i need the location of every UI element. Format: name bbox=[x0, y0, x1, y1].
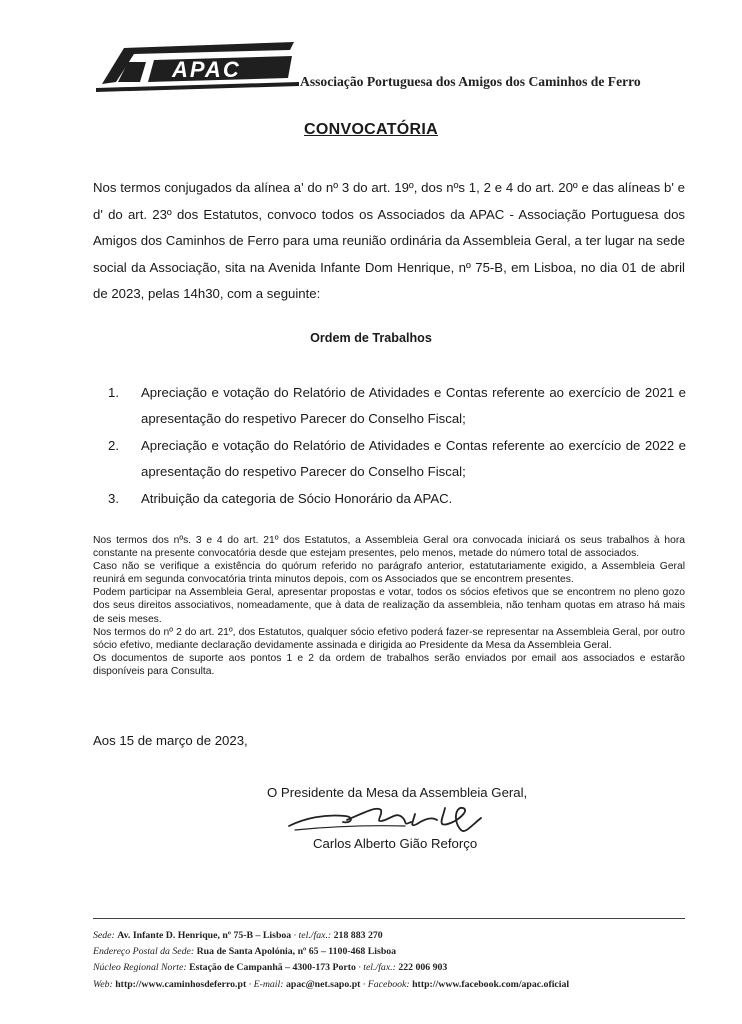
agenda-title: Ordem de Trabalhos bbox=[310, 331, 432, 345]
note-paragraph: Caso não se verifique a existência do quórum referido no parágrafo anterior, estatutariamente exigido, a Assembleia Geral reunirá em segunda convocatória trinta minutos depois, com os Associados que se encontrem presentes. bbox=[93, 561, 685, 586]
footer-facebook-label: · Facebook: bbox=[362, 978, 410, 990]
agenda-list bbox=[108, 380, 686, 513]
intro-paragraph: Nos termos conjugados da alínea a' do nº 3 do art. 19º, dos nºs 1, 2 e 4 do art. 20º e das alíneas b' e d' do art. 23º dos Estatutos, convoco todos os Associados da APAC - Associação Portuguesa dos Amigos dos Caminhos de Ferro para uma reunião ordinária da Assembleia Geral, a ter lugar na sede social da Associação, sita na Avenida Infante Dom Henrique, nº 75-B, em Lisboa, no dia 01 de abril de 2023, pelas 14h30, com a seguinte: bbox=[93, 180, 685, 301]
signatory-role: O Presidente da Mesa da Assembleia Geral, bbox=[267, 785, 528, 800]
note-paragraph: Nos termos do nº 2 do art. 21º, dos Estatutos, qualquer sócio efetivo poderá fazer-se representar na Assembleia Geral, por outro sócio efetivo, mediante declaração devidamente assinada e dirigida ao Presidente da Mesa da Assembleia Geral. bbox=[93, 626, 685, 651]
footer-email-label: · E-mail: bbox=[248, 978, 284, 990]
footer-nucleo-line bbox=[93, 960, 693, 976]
email-link[interactable]: apac@net.sapo.pt bbox=[285, 978, 361, 990]
document-title: CONVOCATÓRIA bbox=[304, 121, 438, 138]
signatory-name: Carlos Alberto Gião Reforço bbox=[313, 836, 478, 851]
footer-sede-tel-label: · tel./fax.: bbox=[293, 930, 332, 941]
footer-postal-line bbox=[93, 944, 693, 960]
note-paragraph: Os documentos de suporte aos pontos 1 e 2 da ordem de trabalhos serão enviados por email aos associados e estarão disponíveis para Consulta. bbox=[93, 652, 685, 677]
footer-web-label: Web: bbox=[93, 978, 113, 990]
agenda-item-text: Apreciação e votação do Relatório de Atividades e Contas referente ao exercício de 2022 e apresentação do respetivo Parecer do Conselho Fiscal; bbox=[141, 438, 686, 479]
association-name: Associação Portuguesa dos Amigos dos Caminhos de Ferro bbox=[300, 74, 641, 89]
agenda-item-number: 2. bbox=[108, 438, 119, 453]
footer-nucleo-tel-label: · tel./fax.: bbox=[358, 962, 396, 974]
apac-logo bbox=[94, 38, 299, 94]
date-line: Aos 15 de março de 2023, bbox=[93, 733, 248, 748]
footer-nucleo-label: Núcleo Regional Norte: bbox=[93, 962, 187, 974]
footer-postal-value: Rua de Santa Apolónia, nº 65 – 1100-468 Lisboa bbox=[196, 946, 397, 958]
agenda-item-number: 3. bbox=[108, 491, 119, 506]
footer-sede-tel-value: 218 883 270 bbox=[333, 930, 383, 941]
footer-web-line bbox=[93, 977, 693, 993]
notes-block bbox=[93, 534, 685, 678]
footer-nucleo-tel-value: 222 006 903 bbox=[398, 962, 448, 974]
footer-sede-value: Av. Infante D. Henrique, nº 75-B – Lisboa bbox=[117, 930, 292, 941]
agenda-item bbox=[108, 486, 686, 512]
website-link[interactable]: http://www.caminhosdeferro.pt bbox=[115, 978, 247, 990]
note-paragraph: Podem participar na Assembleia Geral, apresentar propostas e votar, todos os sócios efetivos que se encontrem no pleno gozo dos seus direitos associativos, nomeadamente, que à data de realização da assembleia, não tenham quotas em atraso há mais de seis meses. bbox=[93, 587, 685, 625]
agenda-item-number: 1. bbox=[108, 385, 119, 400]
footer-sede-line bbox=[93, 928, 693, 944]
facebook-link[interactable]: http://www.facebook.com/apac.oficial bbox=[412, 978, 570, 990]
footer bbox=[93, 928, 693, 993]
logo-text: APAC bbox=[172, 57, 241, 82]
note-paragraph: Nos termos dos nºs. 3 e 4 do art. 21º dos Estatutos, a Assembleia Geral ora convocada iniciará os seus trabalhos à hora constante na presente convocatória desde que estejam presentes, pelo menos, metade do número total de associados. bbox=[93, 535, 685, 560]
agenda-item bbox=[108, 433, 686, 485]
footer-divider bbox=[93, 918, 685, 919]
footer-postal-label: Endereço Postal da Sede: bbox=[93, 946, 195, 958]
footer-nucleo-value: Estação de Campanhã – 4300-173 Porto bbox=[189, 962, 356, 974]
agenda-item bbox=[108, 380, 686, 432]
agenda-item-text: Atribuição da categoria de Sócio Honorário da APAC. bbox=[141, 491, 453, 506]
footer-sede-label: Sede: bbox=[93, 930, 115, 941]
agenda-item-text: Apreciação e votação do Relatório de Atividades e Contas referente ao exercício de 2021 e apresentação do respetivo Parecer do Conselho Fiscal; bbox=[141, 385, 686, 426]
handwritten-signature bbox=[285, 800, 490, 836]
